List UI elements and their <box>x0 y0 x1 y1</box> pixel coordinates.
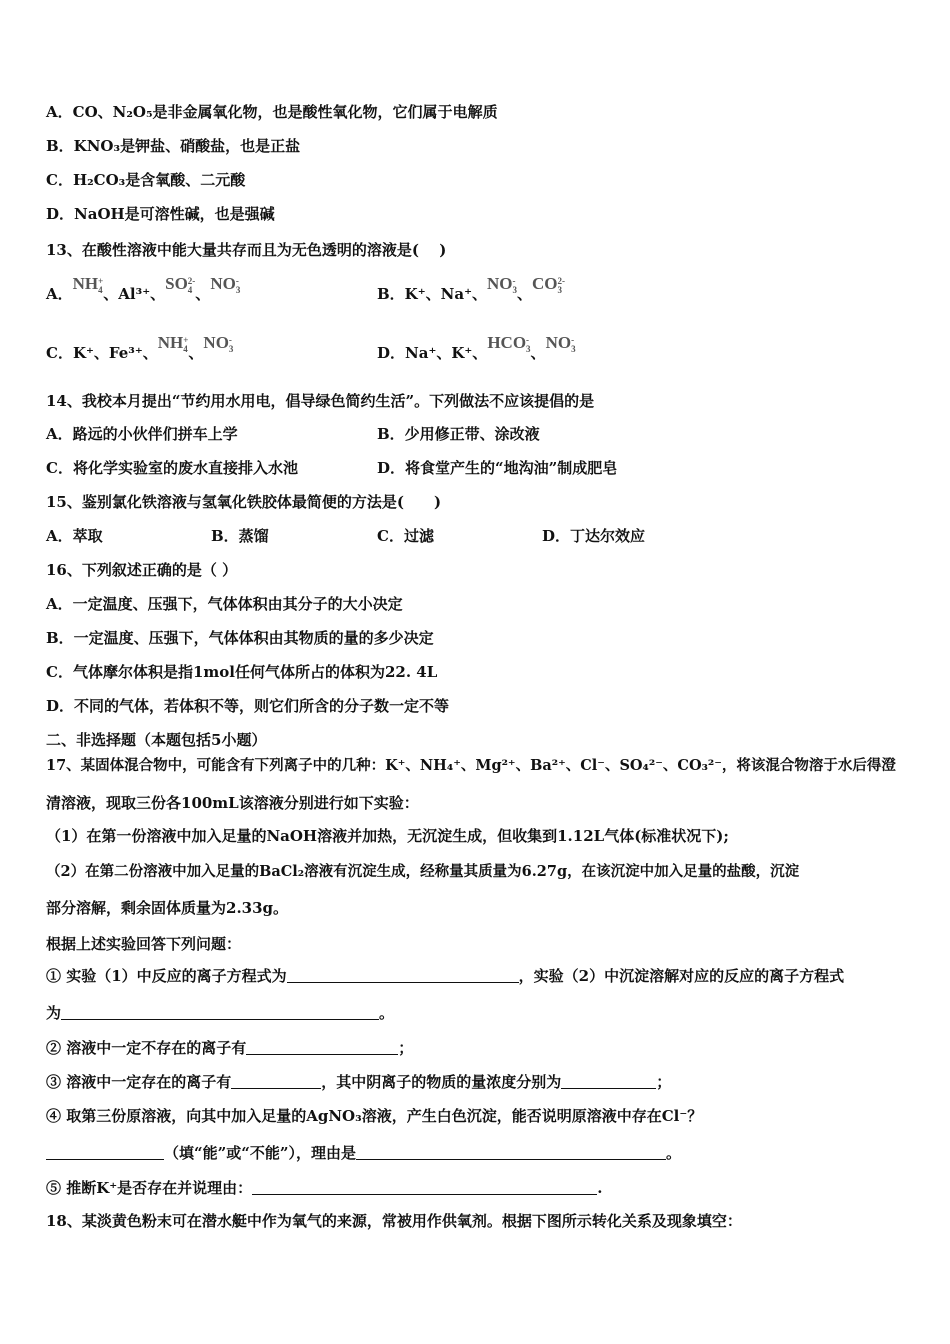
q13-a-al: 、Al³⁺、 <box>103 285 166 303</box>
q13-stem: 13、在酸性溶液中能大量共存而且为无色透明的溶液是( ) <box>46 241 447 259</box>
answer-blank[interactable] <box>287 968 519 983</box>
q12-option-c: C．H₂CO₃是含氧酸、二元酸 <box>46 171 246 189</box>
q13-d-label: D．Na⁺、K⁺、 <box>377 344 488 362</box>
so4-ion: SO2- 4 <box>165 274 196 295</box>
hco3-ion: HCO- 3 <box>487 333 531 354</box>
q14-option-b: B．少用修正带、涂改液 <box>377 425 540 443</box>
q17-sub-5 <box>46 1178 602 1198</box>
q17-sub-1-line-2 <box>46 1003 394 1023</box>
q17-sub-2-end: ； <box>398 1039 414 1057</box>
q14-option-c: C．将化学实验室的废水直接排入水池 <box>46 459 298 477</box>
answer-blank[interactable] <box>356 1145 666 1160</box>
q16-option-d: D．不同的气体，若体积不等，则它们所含的分子数一定不等 <box>46 697 450 715</box>
q18-stem: 18、某淡黄色粉末可在潜水艇中作为氧气的来源，常被用作供氧剂。根据下图所示转化关系及现象填空： <box>46 1212 742 1230</box>
q16-option-b: B．一定温度、压强下，气体体积由其物质的量的多少决定 <box>46 629 434 647</box>
q12-option-b: B．KNO₃是钾盐、硝酸盐，也是正盐 <box>46 137 301 155</box>
q17-line-4: （2）在第二份溶液中加入足量的BaCl₂溶液有沉淀生成，经称量其质量为6.27g，在该沉淀中加入足量的盐酸，沉淀 <box>46 863 800 880</box>
no3-ion: NO- 3 <box>545 333 576 354</box>
q14-option-a: A．路远的小伙伴们拼车上学 <box>46 425 238 443</box>
co3-ion: CO2- 3 <box>532 274 565 295</box>
answer-blank[interactable] <box>561 1074 656 1089</box>
q17-line-6: 根据上述实验回答下列问题： <box>46 935 242 953</box>
q12-option-a: A．CO、N₂O₅是非金属氧化物，也是酸性氧化物，它们属于电解质 <box>46 103 498 121</box>
q14-stem: 14、我校本月提出“节约用水用电，倡导绿色简约生活”。下列做法不应该提倡的是 <box>46 392 595 410</box>
q17-sub-1-end: 。 <box>379 1004 395 1022</box>
nh4-ion: NH+ 4 <box>157 333 189 354</box>
q16-stem: 16、下列叙述正确的是（ ） <box>46 561 238 579</box>
answer-blank[interactable] <box>246 1040 398 1055</box>
q17-sub-5-end: . <box>597 1179 603 1197</box>
q17-sub-2 <box>46 1038 413 1058</box>
q17-sub-4-text: （填“能”或“不能”），理由是 <box>164 1144 357 1162</box>
q17-sub-4-line-1: ④ 取第三份原溶液，向其中加入足量的AgNO₃溶液，产生白色沉淀，能否说明原溶液中存在Cl⁻？ <box>46 1107 703 1125</box>
answer-blank[interactable] <box>231 1074 321 1089</box>
no3-ion: NO- 3 <box>210 274 241 295</box>
q17-sub-1-text: ① 实验（1）中反应的离子方程式为 <box>46 967 287 985</box>
section-heading: 二、非选择题（本题包括5小题） <box>46 731 267 749</box>
q17-line-2: 清溶液，现取三份各100mL该溶液分别进行如下实验： <box>46 794 419 812</box>
q17-line-3: （1）在第一份溶液中加入足量的NaOH溶液并加热，无沉淀生成，但收集到1.12L气体(标准状况下); <box>46 827 729 845</box>
nh4-ion: NH+ 4 <box>72 274 104 295</box>
q15-option-c: C．过滤 <box>377 527 434 545</box>
q16-option-a: A．一定温度、压强下，气体体积由其分子的大小决定 <box>46 595 403 613</box>
q17-sub-1-line-1 <box>46 966 844 986</box>
q15-option-a: A．萃取 <box>46 527 103 545</box>
q15-option-b: B．蒸馏 <box>211 527 269 545</box>
q17-sub-1-text-2: ，实验（2）中沉淀溶解对应的反应的离子方程式 <box>518 967 845 985</box>
q17-sub-4-end: 。 <box>666 1144 682 1162</box>
q17-sub-3-text: ③ 溶液中一定存在的离子有 <box>46 1073 232 1091</box>
q17-sub-2-text: ② 溶液中一定不存在的离子有 <box>46 1039 247 1057</box>
q16-option-c: C．气体摩尔体积是指1mol任何气体所占的体积为22. 4L <box>46 663 438 681</box>
q13-option-d <box>377 333 576 364</box>
q13-b-sep: 、 <box>516 285 532 303</box>
q17-sub-5-text: ⑤ 推断K⁺是否存在并说理由： <box>46 1179 253 1197</box>
q13-c-label: C．K⁺、Fe³⁺、 <box>46 344 158 362</box>
q13-a-sep: 、 <box>195 285 211 303</box>
q17-line-5: 部分溶解，剩余固体质量为2.33g。 <box>46 899 289 917</box>
q13-option-b <box>377 274 565 305</box>
q12-option-d: D．NaOH是可溶性碱，也是强碱 <box>46 205 275 223</box>
answer-blank[interactable] <box>61 1005 379 1020</box>
q14-option-d: D．将食堂产生的“地沟油”制成肥皂 <box>377 459 618 477</box>
q13-b-label: B．K⁺、Na⁺、 <box>377 285 487 303</box>
q13-a-label: A． <box>46 285 73 303</box>
q17-line-1: 17、某固体混合物中，可能含有下列离子中的几种：K⁺、NH₄⁺、Mg²⁺、Ba²⁺、Cl⁻、SO₄²⁻、CO₃²⁻，将该混合物溶于水后得澄 <box>46 757 896 774</box>
q13-option-c <box>46 333 234 364</box>
q13-c-sep: 、 <box>188 344 204 362</box>
no3-ion: NO- 3 <box>203 333 234 354</box>
answer-blank[interactable] <box>252 1180 597 1195</box>
q17-sub-4-line-2 <box>46 1143 681 1163</box>
answer-blank[interactable] <box>46 1145 164 1160</box>
q17-sub-1-text-3: 为 <box>46 1004 62 1022</box>
q17-sub-3-end: ； <box>656 1073 672 1091</box>
no3-ion: NO- 3 <box>486 274 517 295</box>
q15-option-d: D．丁达尔效应 <box>542 527 646 545</box>
q13-option-a <box>46 274 241 305</box>
q17-sub-3 <box>46 1072 671 1092</box>
q17-sub-3-text-2: ，其中阴离子的物质的量浓度分别为 <box>321 1073 562 1091</box>
q15-stem: 15、鉴别氯化铁溶液与氢氧化铁胶体最简便的方法是( ) <box>46 493 442 511</box>
q13-d-sep: 、 <box>530 344 546 362</box>
